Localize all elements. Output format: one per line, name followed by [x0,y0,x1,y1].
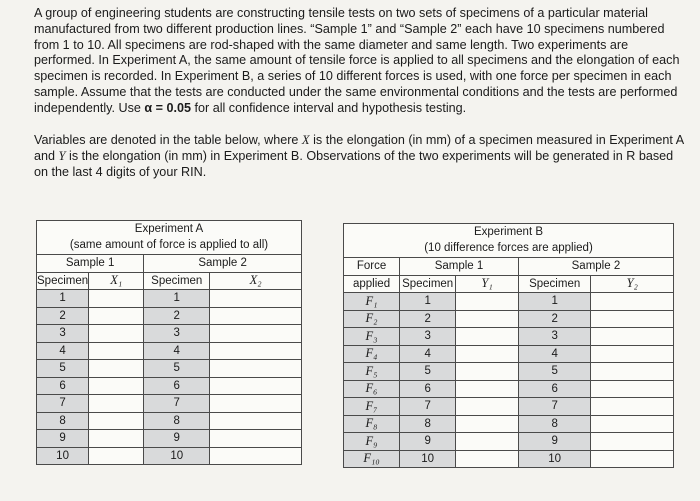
sample1-specimen-number: 9 [400,433,456,451]
y1-value-cell [456,363,519,381]
x2-value-cell [210,325,302,343]
sample1-header: Sample 1 [400,258,519,276]
sample2-header: Sample 2 [144,255,302,273]
experiment-b-table [343,223,674,468]
sample2-specimen-number: 1 [518,293,591,311]
table-row [344,293,674,311]
x1-value-cell [89,307,144,325]
force-label: F₇ [344,398,400,416]
table-row [37,430,302,448]
variable-y: Y [58,148,66,163]
sample2-specimen-number: 5 [144,360,210,378]
y2-value-cell [591,380,674,398]
sample2-specimen-number: 8 [144,412,210,430]
table-row [344,398,674,416]
x1-value-cell [89,325,144,343]
y1-value-cell [456,293,519,311]
sample1-specimen-number: 2 [400,310,456,328]
x2-value-cell [210,290,302,308]
x2-value-cell [210,447,302,465]
force-label: F₂ [344,310,400,328]
y2-value-cell [591,310,674,328]
force-header-line1: Force [344,258,400,276]
table-row [37,447,302,465]
variables-text-end: is the elongation (in mm) in Experiment B. Observations of the two experiments will be generated in R based on the last 4 digits of your RIN. [34,148,674,179]
variables-paragraph [34,133,684,180]
variables-text-mid: is the elongation (in mm) of a specimen measured in Experiment A and [34,133,684,163]
sample2-specimen-number: 4 [144,342,210,360]
force-label: F₆ [344,380,400,398]
x1-header: X₁ [89,272,144,290]
y2-value-cell [591,328,674,346]
sample1-specimen-number: 7 [400,398,456,416]
x2-value-cell [210,412,302,430]
table-row [37,307,302,325]
y1-value-cell [456,328,519,346]
sample1-specimen-number: 5 [400,363,456,381]
sample2-specimen-number: 2 [518,310,591,328]
sample1-specimen-number: 8 [37,412,89,430]
table-row [344,363,674,381]
sample2-specimen-number: 9 [518,433,591,451]
experiment-b-rows [344,293,674,468]
table-row [37,412,302,430]
sample2-specimen-number: 5 [518,363,591,381]
y2-value-cell [591,345,674,363]
variables-text: Variables are denoted in the table below, where [34,133,302,147]
table-row [37,360,302,378]
sample2-specimen-number: 10 [144,447,210,465]
x2-value-cell [210,395,302,413]
x2-value-cell [210,377,302,395]
sample1-header: Sample 1 [37,255,144,273]
x2-value-cell [210,342,302,360]
x1-value-cell [89,430,144,448]
force-label: F₄ [344,345,400,363]
sample1-specimen-number: 6 [37,377,89,395]
y2-value-cell [591,398,674,416]
y1-value-cell [456,345,519,363]
x2-value-cell [210,360,302,378]
sample2-specimen-number: 10 [518,450,591,468]
table-row [37,377,302,395]
sample2-specimen-number: 7 [144,395,210,413]
sample1-specimen-number: 3 [37,325,89,343]
sample1-specimen-number: 10 [400,450,456,468]
paragraph-text-end: for all confidence interval and hypothesis testing. [191,100,467,115]
specimen-header: Specimen [518,275,591,293]
y1-header: Y₁ [456,275,519,293]
table-row [37,290,302,308]
sample1-specimen-number: 1 [37,290,89,308]
force-label: F₁₀ [344,450,400,468]
x1-value-cell [89,395,144,413]
force-label: F₈ [344,415,400,433]
alpha-expression: α = 0.05 [144,100,191,115]
y2-value-cell [591,450,674,468]
x1-value-cell [89,290,144,308]
table-row [344,433,674,451]
y2-value-cell [591,415,674,433]
table-row [344,310,674,328]
experiment-b-title: Experiment B [344,224,674,241]
specimen-header: Specimen [400,275,456,293]
y2-value-cell [591,363,674,381]
x1-value-cell [89,377,144,395]
y1-value-cell [456,415,519,433]
x1-value-cell [89,447,144,465]
experiment-a-rows [37,290,302,465]
sample2-specimen-number: 6 [518,380,591,398]
sample1-specimen-number: 7 [37,395,89,413]
y2-value-cell [591,293,674,311]
sample2-header: Sample 2 [518,258,673,276]
sample1-specimen-number: 10 [37,447,89,465]
table-row [344,328,674,346]
experiment-a-title: Experiment A [37,221,302,238]
y1-value-cell [456,450,519,468]
sample1-specimen-number: 4 [400,345,456,363]
sample2-specimen-number: 2 [144,307,210,325]
y1-value-cell [456,398,519,416]
problem-paragraph [34,6,684,117]
experiment-b-subtitle: (10 difference forces are applied) [344,241,674,258]
y2-value-cell [591,433,674,451]
table-row [344,380,674,398]
force-label: F₅ [344,363,400,381]
x1-value-cell [89,360,144,378]
table-row [344,415,674,433]
force-header-line2: applied [344,275,400,293]
sample2-specimen-number: 6 [144,377,210,395]
force-label: F₁ [344,293,400,311]
x2-header: X₂ [210,272,302,290]
experiment-a-table [36,220,302,465]
sample2-specimen-number: 1 [144,290,210,308]
y1-value-cell [456,380,519,398]
sample1-specimen-number: 4 [37,342,89,360]
x1-value-cell [89,412,144,430]
table-row [37,395,302,413]
sample2-specimen-number: 9 [144,430,210,448]
force-label: F₃ [344,328,400,346]
specimen-header: Specimen [144,272,210,290]
sample1-specimen-number: 9 [37,430,89,448]
sample2-specimen-number: 4 [518,345,591,363]
sample1-specimen-number: 3 [400,328,456,346]
sample2-specimen-number: 3 [518,328,591,346]
sample2-specimen-number: 7 [518,398,591,416]
table-row [344,345,674,363]
x2-value-cell [210,307,302,325]
table-row [37,342,302,360]
x1-value-cell [89,342,144,360]
specimen-header: Specimen [37,272,89,290]
force-label: F₉ [344,433,400,451]
sample2-specimen-number: 3 [144,325,210,343]
y2-header: Y₂ [591,275,674,293]
sample1-specimen-number: 5 [37,360,89,378]
sample1-specimen-number: 1 [400,293,456,311]
sample2-specimen-number: 8 [518,415,591,433]
sample1-specimen-number: 8 [400,415,456,433]
sample1-specimen-number: 6 [400,380,456,398]
y1-value-cell [456,433,519,451]
y1-value-cell [456,310,519,328]
paragraph-text: A group of engineering students are constructing tensile tests on two sets of specimens of a particular material manufactured from two different production lines. “Sample 1” and “Sample 2” each have 10 specimens numbered from 1 to 10. All specimens are rod-shaped with the same diameter and same length. Two experiments are performed. In Experiment A, the same amount of tensile force is applied to all specimens and the elongation of each specimen is recorded. In Experiment B, a series of 10 different forces is used, with one force per specimen in each sample. Assume that the tests are conducted under the same environmental conditions and the tests are performed independently. Use [34,6,680,115]
x2-value-cell [210,430,302,448]
table-row [37,325,302,343]
experiment-a-subtitle: (same amount of force is applied to all) [37,238,302,255]
sample1-specimen-number: 2 [37,307,89,325]
variable-x: X [301,133,310,147]
table-row [344,450,674,468]
